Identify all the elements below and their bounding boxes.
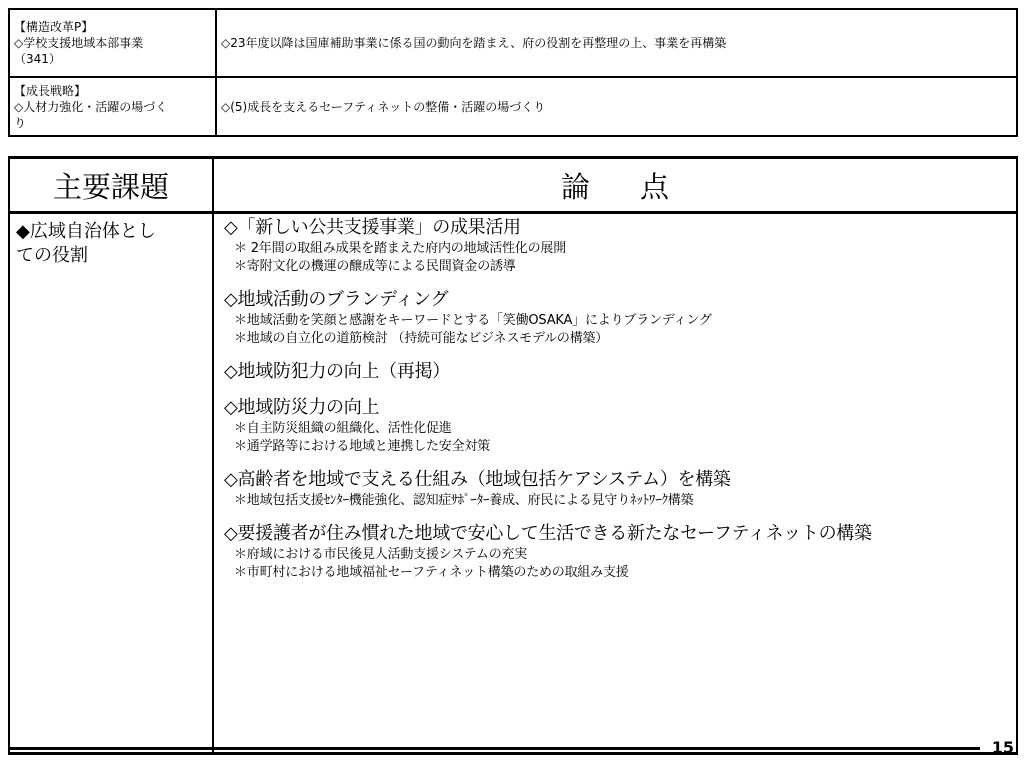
- issue-line: ◆広域自治体とし: [16, 221, 156, 242]
- header-main-issues: 主要課題: [9, 158, 213, 213]
- topic-bullet: ＊市町村における地域福祉セーフティネット構築のための取組み支援: [234, 565, 629, 580]
- topic-title: ◇地域活動のブランディング: [224, 289, 449, 310]
- topic-title: ◇「新しい公共支援事業」の成果活用: [224, 217, 521, 238]
- points-cell: [213, 213, 1017, 754]
- reference-row: [9, 77, 1017, 136]
- topic-block: [224, 360, 1012, 384]
- page-number: 15: [991, 738, 1014, 757]
- reference-label: [9, 77, 216, 136]
- topic-title: ◇地域防犯力の向上（再掲）: [224, 361, 450, 382]
- topic-bullet: ＊通学路等における地域と連携した安全対策: [234, 439, 491, 454]
- reference-label-line: （341）: [14, 52, 61, 66]
- issue-cell: [9, 213, 213, 754]
- reference-label-line: ◇学校支援地域本部事業: [14, 36, 144, 50]
- reference-table: [8, 8, 1018, 137]
- topic-block: [224, 468, 1012, 510]
- topic-title: ◇高齢者を地域で支える仕組み（地域包括ケアシステム）を構築: [224, 469, 731, 490]
- topic-block: [224, 288, 1012, 348]
- reference-label: [9, 9, 216, 77]
- reference-label-line: り: [14, 115, 27, 130]
- reference-label-line: ◇人材力強化・活躍の場づく: [14, 99, 168, 114]
- topic-title: ◇要援護者が住み慣れた地域で安心して生活できる新たなセーフティネットの構築: [224, 523, 872, 544]
- main-table-header: [9, 158, 1017, 213]
- topic-bullet: ＊自主防災組織の組織化、活性化促進: [234, 421, 452, 436]
- header-points-char-1: 論: [560, 169, 590, 204]
- issue-line: ての役割: [16, 245, 88, 266]
- topic-block: [224, 522, 1012, 582]
- reference-label-line: 【成長戦略】: [14, 83, 87, 98]
- header-points-char-2: 点: [640, 169, 670, 204]
- main-issues-table: [8, 156, 1018, 755]
- reference-content: ◇(5)成長を支えるセーフティネットの整備・活躍の場づくり: [216, 77, 1017, 136]
- topic-bullet: ＊寄附文化の機運の醸成等による民間資金の誘導: [234, 259, 516, 274]
- reference-row: [9, 9, 1017, 77]
- topic-title: ◇地域防災力の向上: [224, 397, 380, 418]
- topic-bullet: ＊府域における市民後見人活動支援システムの充実: [234, 547, 528, 562]
- topic-bullet: ＊地域包括支援ｾﾝﾀｰ機能強化、認知症ｻﾎﾟｰﾀｰ養成、府民による見守りﾈｯﾄﾜｰｸ構築: [234, 493, 694, 508]
- reference-label-line: 【構造改革P】: [14, 20, 94, 34]
- reference-content: ◇23年度以降は国庫補助事業に係る国の動向を踏まえ、府の役割を再整理の上、事業を再構築: [216, 9, 1017, 77]
- topic-bullet: ＊地域の自立化の道筋検討 （持続可能なビジネスモデルの構築）: [234, 331, 609, 346]
- topic-bullet: ＊地域活動を笑顔と感謝をキーワードとする「笑働OSAKA」によりブランディング: [234, 313, 712, 328]
- header-points: [213, 158, 1017, 213]
- topic-bullet: ＊ 2年間の取組み成果を踏まえた府内の地域活性化の展開: [234, 241, 567, 256]
- topic-block: [224, 216, 1012, 276]
- topic-block: [224, 396, 1012, 456]
- footer-rule: [8, 747, 980, 750]
- main-table-body: [9, 213, 1017, 754]
